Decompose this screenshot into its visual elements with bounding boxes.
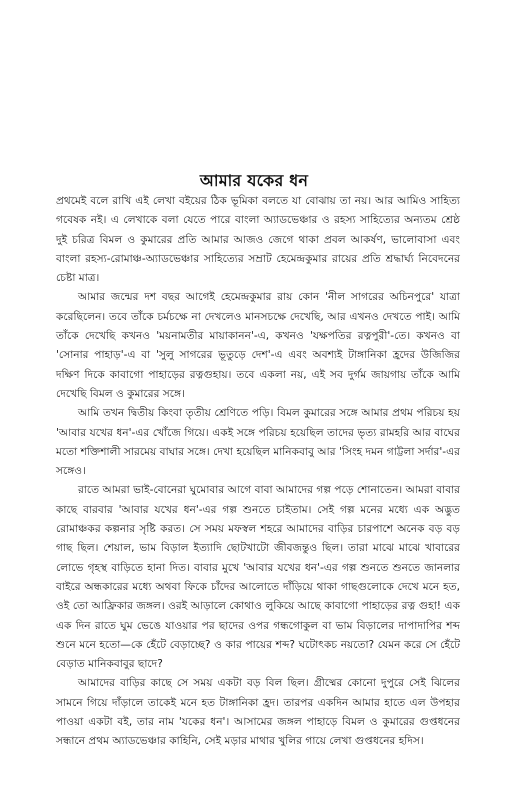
paragraph-intro: প্রথমেই বলে রাখি এই লেখা বইয়ের ঠিক ভূমিকা বলতে যা বোঝায় তা নয়। আর আমিও সাহিত্য গবেষক নই। এ লেখাকে বলা যেতে পারে বাংলা অ্যাডভেঞ্চার ও রহস্য সাহিত্যের অন্যতম শ্রেষ্ঠ দুই চরিত্র বিমল ও কুমারের প্রতি আমার আজও জেগে থাকা প্রবল আকর্ষণ, ভালোবাসা এবং বাংলা রহস্য-রোমাঞ্চ-অ্যাডভেঞ্চার সাহিত্যের সম্রাট হেমেন্দ্রকুমার রায়ের প্রতি শ্রদ্ধার্ঘ্য নিবেদনের চেষ্টা মাত্র। [56, 195, 460, 285]
body-text [56, 192, 460, 752]
paragraph-night-stories: রাতে আমরা ভাই-বোনেরা ঘুমোবার আগে বাবা আমাদের গল্প পড়ে শোনাতেন। আমরা বাবার কাছে বারবার 'আবার যখের ধন'-এর গল্প শুনতে চাইতাম। সেই গল্প মনের মধ্যে এক অদ্ভুত রোমাঞ্চকর কল্পনার সৃষ্টি করত। সে সময় মফস্বল শহরে আমাদের বাড়ির চারপাশে অনেক বড় বড় গাছ ছিল। শেয়াল, ভাম বিড়াল ইত্যাদি ছোটখাটো জীবজন্তুও ছিল। তারা মাঝে মাঝে খাবারের লোভে গৃহস্থ বাড়িতে হানা দিত। বাবার মুখে 'আবার যখের ধন'-এর গল্প শুনতে শুনতে জানলার বাইরে অন্ধকারের মধ্যে অথবা ফিকে চাঁদের আলোতে দাঁড়িয়ে থাকা গাছগুলোকে দেখে মনে হত, ওই তো আফ্রিকার জঙ্গল। ওরই আড়ালে কোথাও লুকিয়ে আছে কাবাগো পাহাড়ের রত্ন গুহা! এক এক দিন রাতে ঘুম ভেঙে যাওয়ার পর ছাদের ওপর গন্ধগোকুল বা ভাম বিড়ালের দাপাদাপির শব্দ শুনে মনে হতো—কে হেঁটে বেড়াচ্ছে? ও কার পায়ের শব্দ? ঘটোৎকচ নয়তো? যেমন করে সে হেঁটে বেড়াত মানিকবাবুর ছাদে? [56, 484, 460, 671]
paragraph-first-meeting: আমি তখন দ্বিতীয় কিংবা তৃতীয় শ্রেণিতে পড়ি। বিমল কুমারের সঙ্গে আমার প্রথম পরিচয় হয় 'আবার যখের ধন'-এর খোঁজে গিয়ে। একই সঙ্গে পরিচয় হয়েছিল তাদের ভৃত্য রামহরি আর বাঘের মতো শক্তিশালী সারমেয় বাঘার সঙ্গে। দেখা হয়েছিল মানিকবাবু আর 'সিংহ দমন গাট্টলা সর্দার'-এর সঙ্গেও। [56, 407, 460, 478]
paragraph-lake: আমাদের বাড়ির কাছে সে সময় একটা বড় বিল ছিল। গ্রীষ্মের কোনো দুপুরে সেই ঝিলের সামনে গিয়ে দাঁড়ালে তাকেই মনে হত টাঙ্গানিকা হ্রদ। তারপর একদিন আমার হাতে এল উপহার পাওয়া একটা বই, তার নাম 'যকের ধন'। আসামের জঙ্গল পাহাড়ে বিমল ও কুমারের গুপ্তধনের সন্ধানে প্রথম অ্যাডভেঞ্চার কাহিনি, সেই মড়ার মাথার খুলির গায়ে লেখা গুপ্তধনের হদিস। [56, 677, 460, 748]
paragraph-author: আমার জন্মের দশ বছর আগেই হেমেন্দ্রকুমার রায় কোন 'নীল সাগরের অচিনপুরে' যাত্রা করেছিলেন। তবে তাঁকে চর্মচক্ষে না দেখলেও মানসচক্ষে দেখেছি, আর এখনও দেখতে পাই। আমি তাঁকে দেখেছি কখনও 'ময়নামতীর মায়াকানন'-এ, কখনও 'যক্ষপতির রত্নপুরী'-তে। কখনও বা 'সোনার পাহাড়'-এ বা 'সুলু সাগরের ভূতুড়ে দেশ'-এ এবং অবশ্যই টাঙ্গানিকা হ্রদের উজিজির দক্ষিণ দিকে কাবাগো পাহাড়ের রত্নগুহায়। তবে একলা নয়, এই সব দুর্গম জায়গায় তাঁকে আমি দেখেছি বিমল ও কুমারের সঙ্গে। [56, 291, 460, 400]
page-title: আমার যকের ধন [199, 171, 309, 190]
